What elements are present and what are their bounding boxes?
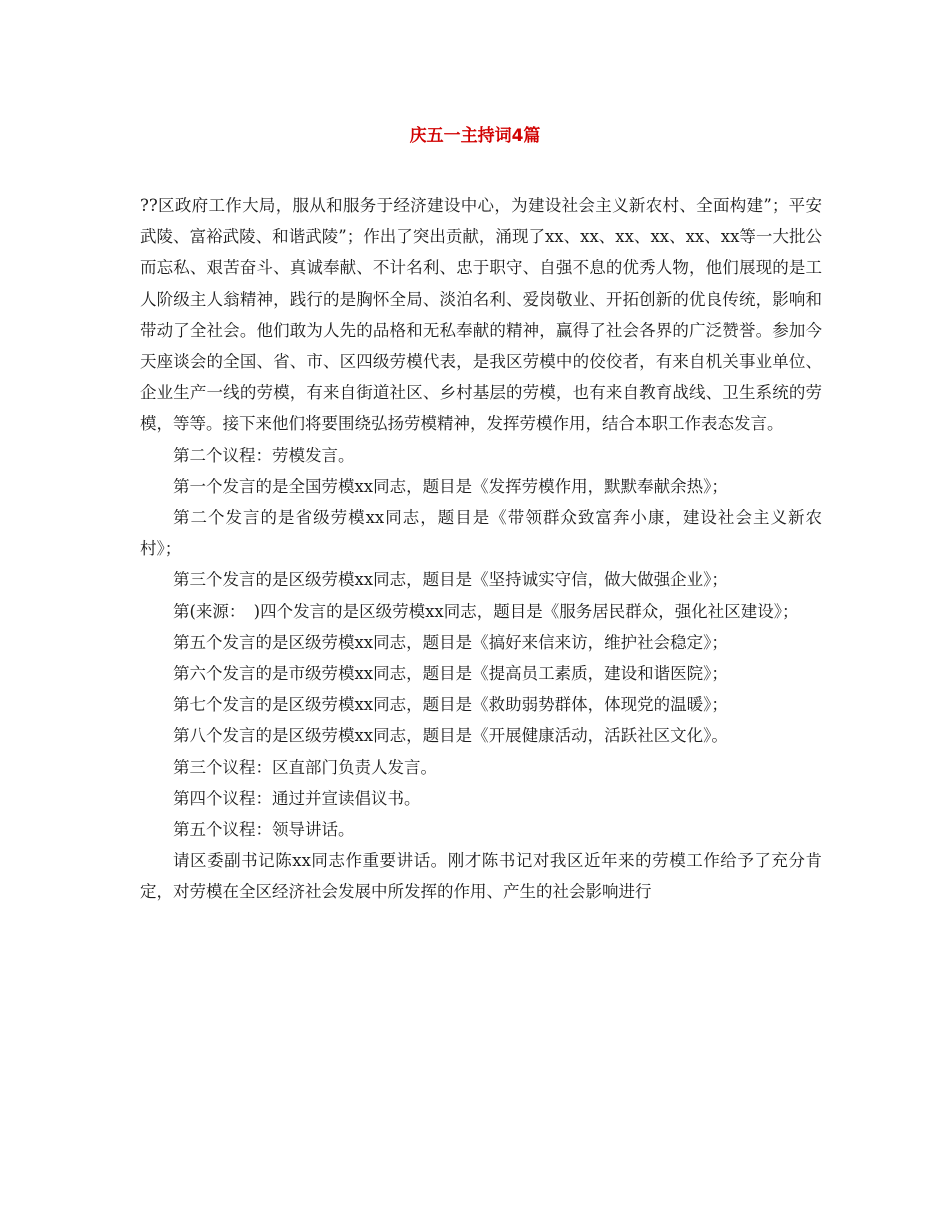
paragraph-8: 第六个发言的是市级劳模xx同志，题目是《提高员工素质，建设和谐医院》； <box>173 664 728 684</box>
document-body <box>140 190 822 908</box>
paragraph-6: 第(来源： )四个发言的是区级劳模xx同志，题目是《服务居民群众，强化社区建设》； <box>173 601 799 621</box>
paragraph-10: 第八个发言的是区级劳模xx同志，题目是《开展健康活动，活跃社区文化》。 <box>173 726 728 746</box>
document-title: 庆五一主持词4篇 <box>409 126 541 146</box>
paragraph-13: 第五个议程：领导讲话。 <box>173 820 355 840</box>
paragraph-3: 第一个发言的是全国劳模xx同志，题目是《发挥劳模作用，默默奉献余热》； <box>173 476 728 496</box>
paragraph-4: 第二个发言的是省级劳模xx同志，题目是《带领群众致富奔小康，建设社会主义新农村》； <box>140 508 822 559</box>
paragraph-2: 第二个议程：劳模发言。 <box>173 445 355 465</box>
paragraph-11: 第三个议程：区直部门负责人发言。 <box>173 757 437 777</box>
paragraph-7: 第五个发言的是区级劳模xx同志，题目是《搞好来信来访，维护社会稳定》； <box>173 632 728 652</box>
paragraph-9: 第七个发言的是区级劳模xx同志，题目是《救助弱势群体，体现党的温暖》； <box>173 695 728 715</box>
paragraph-5: 第三个发言的是区级劳模xx同志，题目是《坚持诚实守信，做大做强企业》； <box>173 570 728 590</box>
paragraph-1: ??区政府工作大局，服从和服务于经济建设中心，为建设社会主义新农村、全面构建”；平安武陵、富裕武陵、和谐武陵”；作出了突出贡献，涌现了xx、xx、xx、xx、xx、xx等一大批公而忘私、艰苦奋斗、真诚奉献、不计名利、忠于职守、自强不息的优秀人物，他们展现的是工人阶级主人翁精神，践行的是胸怀全局、淡泊名利、爱岗敬业、开拓创新的优良传统，影响和带动了全社会。他们敢为人先的品格和无私奉献的精神，赢得了社会各界的广泛赞誉。参加今天座谈会的全国、省、市、区四级劳模代表，是我区劳模中的佼佼者，有来自机关事业单位、企业生产一线的劳模，有来自街道社区、乡村基层的劳模，也有来自教育战线、卫生系统的劳模，等等。接下来他们将要围绕弘扬劳模精神，发挥劳模作用，结合本职工作表态发言。 <box>140 196 822 434</box>
paragraph-12: 第四个议程：通过并宣读倡议书。 <box>173 788 421 808</box>
paragraph-14: 请区委副书记陈xx同志作重要讲话。刚才陈书记对我区近年来的劳模工作给予了充分肯定，对劳模在全区经济社会发展中所发挥的作用、产生的社会影响进行 <box>140 851 822 902</box>
